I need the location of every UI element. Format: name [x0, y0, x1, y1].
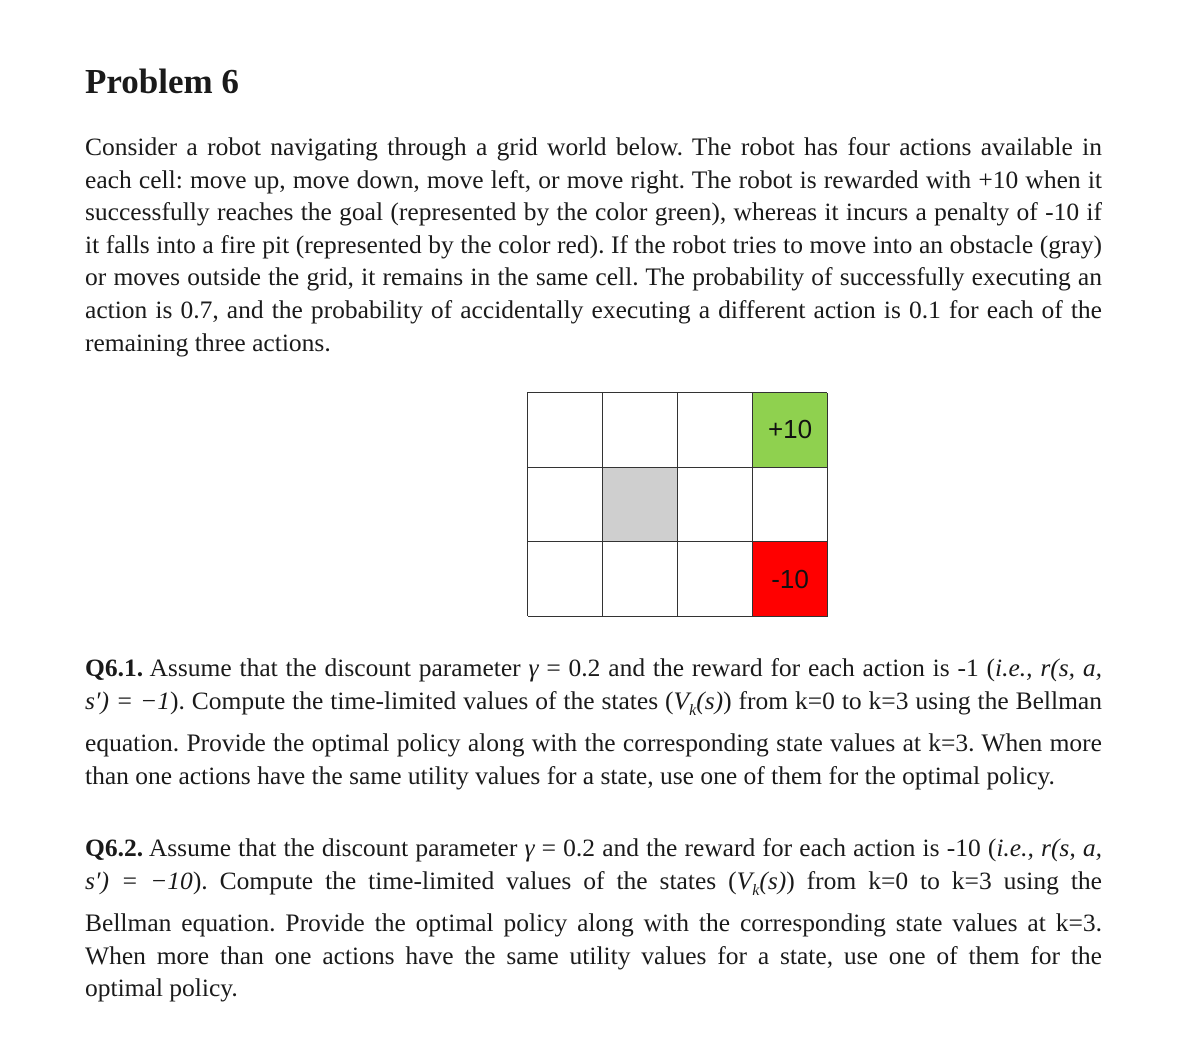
grid-cell-empty: [603, 542, 678, 617]
value-symbol: V: [673, 685, 690, 715]
grid-cell-goal: +10: [753, 393, 828, 468]
grid-cell-obstacle: [603, 468, 678, 543]
grid-world: [527, 392, 827, 616]
gamma-symbol: γ: [528, 653, 539, 682]
question-text: Assume that the discount parameter: [149, 653, 529, 682]
problem-description: Consider a robot navigating through a grid world below. The robot has four actions available in each cell: move up, move down, move left, or move right. The robot is rewarded with +10 when it successfully reaches the goal (represented by the color green), whereas it incurs a penalty of -10 if it falls into a fire pit (represented by the color red). If the robot tries to move into an obstacle (gray) or moves outside the grid, it remains in the same cell. The probability of successfully executing an action is 0.7, and the probability of accidentally executing a different action is 0.1 for each of the remaining three actions.: [85, 132, 1102, 357]
value-argument: (s): [759, 865, 787, 895]
question-6-2: [85, 832, 1102, 1005]
ie-text: i.e.,: [996, 833, 1034, 862]
value-subscript: k: [752, 881, 760, 899]
question-text: ). Compute the time-limited values of the states (: [192, 865, 737, 895]
question-label: Q6.1.: [85, 653, 144, 682]
question-text: = 0.2 and the reward for each action is -1 (: [538, 653, 995, 682]
value-subscript: k: [689, 701, 697, 719]
grid-cell-empty: [678, 468, 753, 543]
ie-text: i.e.,: [995, 653, 1033, 682]
question-text: = 0.2 and the reward for each action is -10 (: [534, 833, 997, 862]
grid-cell-empty: [528, 542, 603, 617]
question-text: ) from k=0 to k=3 using the Bellman equation. Provide the optimal policy along with the corresponding state values at k=3. When more than one actions have the same utility values for a state, use one of them for the optimal policy.: [85, 685, 1102, 790]
value-symbol: V: [736, 865, 753, 895]
grid-cell-empty: [528, 393, 603, 468]
grid-cell-empty: [678, 393, 753, 468]
gamma-symbol: γ: [524, 833, 535, 862]
question-6-1: [85, 652, 1102, 792]
reward-formula: r(s, a, s′) = −10: [85, 833, 1103, 895]
grid-cell-empty: [603, 393, 678, 468]
value-argument: (s): [696, 685, 724, 715]
question-text: Assume that the discount parameter: [148, 833, 525, 862]
question-text: ) from k=0 to k=3 using the Bellman equation. Provide the optimal policy along with the corresponding state values at k=3. When more than one actions have the same utility values for a state, use one of them for the optimal policy.: [85, 865, 1102, 1003]
grid-cell-empty: [528, 468, 603, 543]
grid-cell-empty: [753, 468, 828, 543]
problem-title: Problem 6: [85, 62, 239, 101]
question-text: ). Compute the time-limited values of the states (: [169, 685, 674, 715]
grid-cell-empty: [678, 542, 753, 617]
reward-formula: r(s, a, s′) = −1: [85, 653, 1102, 715]
question-label: Q6.2.: [85, 833, 144, 862]
grid-cell-pit: -10: [753, 542, 828, 617]
